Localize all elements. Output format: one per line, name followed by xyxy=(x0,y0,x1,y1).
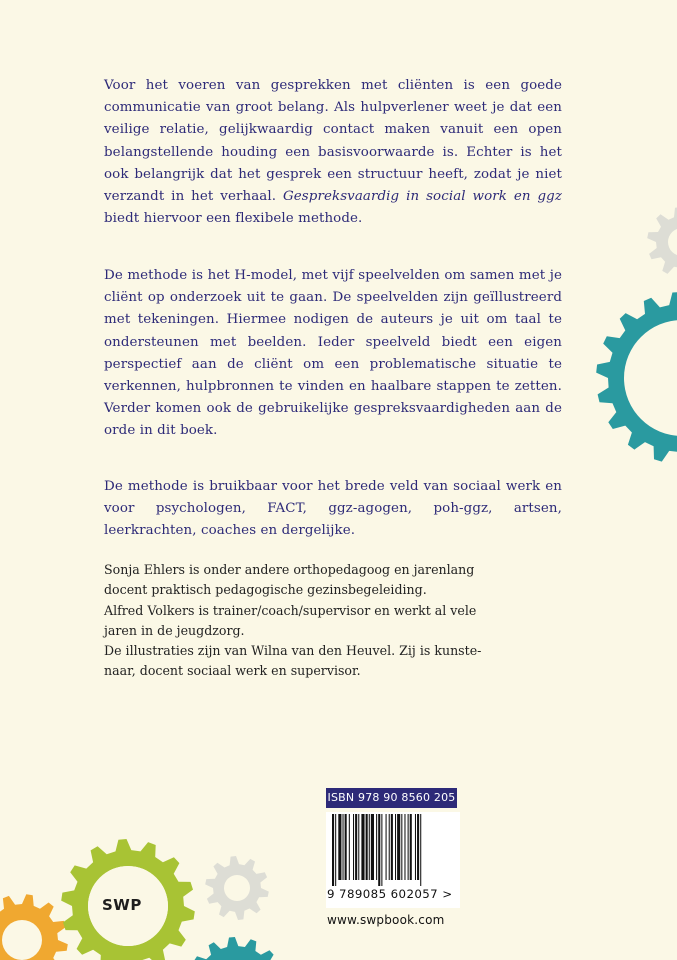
barcode-bar xyxy=(371,814,374,880)
barcode-bar xyxy=(389,814,390,880)
description-paragraph-2: De methode is het H-model, met vijf speelvelden om samen met je cliënt op onderzoek uit te gaan. De speelvelden zijn geïllustreerd met tekeningen. Hiermee nodigen de auteurs je uit om taal te ondersteunen met beelden. Ieder speelveld biedt een eigen perspectief aan de cliënt om een problematische situatie te verkennen, hulpbronnen te vinden en haalbare stappen te zetten. Verder komen ook de gebruikelijke gespreksvaardigheden aan de orde in dit boek. xyxy=(104,268,562,439)
bio-line: Sonja Ehlers is onder andere orthopedagoog en jarenlang xyxy=(104,562,475,577)
description-paragraph-3: De methode is bruikbaar voor het brede veld van sociaal werk en voor psychologen, FACT, ggz-agogen, poh-ggz, artsen, leerkrachten, coaches en dergelijke. xyxy=(104,479,562,539)
barcode-bar xyxy=(366,814,368,880)
bio-line: De illustraties zijn van Wilna van den Heuvel. Zij is kunste- xyxy=(104,643,482,659)
barcode-bar xyxy=(361,814,364,880)
barcode-bar xyxy=(391,814,393,880)
barcode-bar xyxy=(395,814,396,880)
barcode-bar xyxy=(358,814,359,880)
gear-icon xyxy=(187,937,285,960)
bio-line: docent praktisch pedagogische gezinsbegeleiding. xyxy=(104,582,427,598)
author-bio xyxy=(104,560,574,682)
bio-line: jaren in de jeugdzorg. xyxy=(104,622,245,638)
publisher-logo: SWP xyxy=(102,896,142,914)
barcode-bar xyxy=(335,814,336,886)
barcode-bar xyxy=(343,814,344,880)
barcode-bar xyxy=(420,814,421,886)
barcode-bar xyxy=(386,814,387,880)
paragraph-1-end: biedt hiervoor een flexibele methode. xyxy=(104,211,363,227)
barcode-bar xyxy=(415,814,416,880)
gear-icon xyxy=(205,856,269,920)
publisher-website: www.swpbook.com xyxy=(327,913,445,927)
barcode-bar xyxy=(355,814,357,880)
barcode-bar xyxy=(369,814,370,880)
barcode-bar xyxy=(410,814,412,880)
barcode-bar xyxy=(401,814,402,880)
barcode-bar xyxy=(338,814,341,880)
description-paragraph-1 xyxy=(104,75,562,230)
barcode-bar xyxy=(408,814,409,880)
paragraph-1-text: Voor het voeren van gesprekken met cliënten is een goede communicatie van groot belang. Als hulpverlener weet je dat een veilige relatie, gelijkwaardig contact maken vanuit een open belangstellende houding een basisvoorwaarde is. Echter is het ook belangrijk dat het gesprek een structuur heeft, zodat je niet verzandt in het verhaal. xyxy=(104,78,562,205)
barcode-bar xyxy=(349,814,350,880)
barcode-number: 9 789085 602057 > xyxy=(327,887,453,901)
isbn-label: ISBN 978 90 8560 205 xyxy=(326,788,457,808)
bio-line: naar, docent sociaal werk en supervisor. xyxy=(104,663,361,679)
bio-line: Alfred Volkers is trainer/coach/supervisor en werkt al vele xyxy=(104,602,477,618)
barcode-bar xyxy=(378,814,380,886)
barcode-bar xyxy=(332,814,334,886)
barcode-bar xyxy=(397,814,400,880)
barcode-bar xyxy=(345,814,347,880)
gear-icon xyxy=(0,894,68,960)
barcode-bar xyxy=(417,814,419,880)
barcode-bars xyxy=(326,812,460,886)
gear-icon xyxy=(647,207,677,277)
barcode-bar xyxy=(376,814,377,880)
gear-icon xyxy=(596,292,677,464)
book-title-italic: Gespreksvaardig in social work en ggz xyxy=(282,189,562,205)
barcode-bar xyxy=(381,814,382,886)
barcode-bar xyxy=(404,814,405,880)
barcode-bar xyxy=(353,814,354,880)
